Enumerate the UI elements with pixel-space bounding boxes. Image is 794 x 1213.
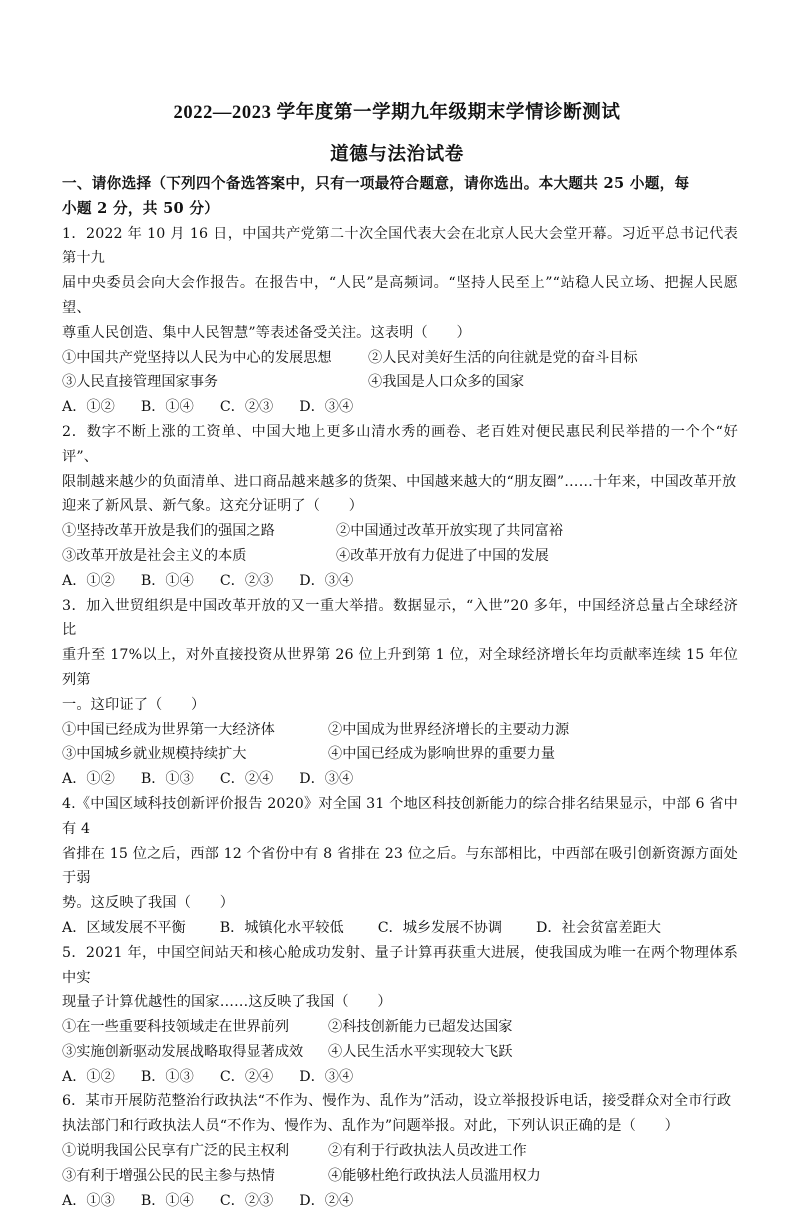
- stem-line: 重升至 17%以上，对外直接投资从世界第 26 位上升到第 1 位，对全球经济增长年均贡献率连续 15 年位列第: [62, 647, 738, 688]
- answer-choice[interactable]: B．①③: [140, 1068, 194, 1085]
- stem-line: 省排在 15 位之后，西部 12 个省份中有 8 省排在 23 位之后。与东部相比，中西部在吸引创新资源方面处于弱: [62, 845, 738, 887]
- option-statement: ④改革开放有力促进了中国的发展: [336, 547, 549, 564]
- option-statement: ②有利于行政执法人员改进工作: [328, 1143, 527, 1160]
- stem-line: 3．加入世贸组织是中国改革开放的又一重大举措。数据显示，“入世”20 多年，中国经济总量占全球经济比: [62, 597, 738, 639]
- answer-choice[interactable]: D．社会贫富差距大: [536, 919, 661, 936]
- option-statement: ①说明我国公民享有广泛的民主权利: [62, 1143, 290, 1160]
- answer-choice[interactable]: D．②④: [299, 1192, 354, 1209]
- question-stem: [62, 420, 738, 519]
- option-statement: ③实施创新驱动发展战略取得显著成效: [62, 1043, 304, 1060]
- option-statement: ①在一些重要科技领域走在世界前列: [62, 1019, 290, 1036]
- option-statement: ④能够杜绝行政执法人员滥用权力: [328, 1167, 541, 1184]
- stem-line: 届中央委员会向大会作报告。在报告中，“人民”是高频词。“坚持人民至上”“站稳人民立场、把握人民愿望、: [62, 275, 738, 316]
- answer-choices: [62, 916, 738, 941]
- option-statement: ①中国共产党坚持以人民为中心的发展思想: [62, 349, 332, 366]
- stem-line: 限制越来越少的负面清单、进口商品越来越多的货架、中国越来越大的“朋友圈”……十年来，中国改革开放: [62, 473, 737, 490]
- answer-choice[interactable]: C．②③: [219, 1192, 274, 1209]
- answer-choices: [62, 395, 738, 420]
- option-statement: ①坚持改革开放是我们的强国之路: [62, 523, 275, 540]
- option-statement: ④中国已经成为影响世界的重要力量: [328, 746, 556, 763]
- question-stem: [62, 941, 738, 1015]
- question-4: [62, 792, 738, 941]
- answer-choice[interactable]: A．①②: [62, 771, 115, 788]
- answer-choice[interactable]: C．②④: [219, 1068, 274, 1085]
- option-statement: ③人民直接管理国家事务: [62, 374, 219, 391]
- section-heading-line: 小题 2 分，共 50 分）: [62, 199, 220, 217]
- answer-choice[interactable]: C．②③: [219, 572, 274, 589]
- option-grid: [62, 1139, 738, 1189]
- exam-title: 2022—2023 学年度第一学期九年级期末学情诊断测试: [173, 103, 621, 123]
- answer-choice[interactable]: B．城镇化水平较低: [219, 919, 344, 936]
- exam-subtitle: 道德与法治试卷: [330, 144, 464, 165]
- answer-choices: [62, 767, 738, 792]
- answer-choice[interactable]: A．①③: [62, 1192, 115, 1209]
- option-statement: ④人民生活水平实现较大飞跃: [328, 1043, 513, 1060]
- option-grid: [62, 346, 738, 396]
- answer-choice[interactable]: B．①③: [140, 771, 194, 788]
- question-2: [62, 420, 738, 594]
- answer-choice[interactable]: C．城乡发展不协调: [377, 919, 503, 936]
- answer-choice[interactable]: A．①②: [62, 1068, 115, 1085]
- answer-choice[interactable]: C．②③: [219, 399, 274, 416]
- option-statement: ③中国城乡就业规模持续扩大: [62, 746, 247, 763]
- answer-choices: [62, 1189, 738, 1213]
- answer-choice[interactable]: D．③④: [299, 771, 354, 788]
- answer-choices: [62, 1065, 738, 1090]
- option-statement: ④我国是人口众多的国家: [368, 374, 525, 391]
- option-statement: ③有利于增强公民的民主参与热情: [62, 1167, 275, 1184]
- stem-line: 现量子计算优越性的国家……这反映了我国（ ）: [62, 994, 392, 1011]
- question-1: [62, 222, 738, 420]
- section-heading: [62, 172, 738, 222]
- answer-choice[interactable]: A．①②: [62, 572, 115, 589]
- stem-line: 2．数字不断上涨的工资单、中国大地上更多山清水秀的画卷、老百姓对便民惠民利民举措的一个个“好评”、: [62, 423, 738, 465]
- option-grid: [62, 519, 738, 569]
- stem-line: 执法部门和行政执法人员“不作为、慢作为、乱作为”问题举报。对此，下列认识正确的是（ ）: [62, 1118, 679, 1135]
- stem-line: 1．2022 年 10 月 16 日，中国共产党第二十次全国代表大会在北京人民大会堂开幕。习近平总书记代表第十九: [62, 225, 738, 267]
- stem-line: 迎来了新风景、新气象。这充分证明了（ ）: [62, 498, 364, 515]
- answer-choice[interactable]: B．①④: [140, 572, 194, 589]
- exam-content: [62, 172, 738, 1213]
- answer-choice[interactable]: D．③④: [299, 1068, 354, 1085]
- option-statement: ②中国成为世界经济增长的主要动力源: [328, 721, 570, 738]
- option-statement: ②中国通过改革开放实现了共同富裕: [336, 523, 564, 540]
- answer-choice[interactable]: A．区域发展不平衡: [62, 919, 186, 936]
- option-statement: ③改革开放是社会主义的本质: [62, 547, 247, 564]
- question-stem: [62, 1089, 738, 1139]
- stem-line: 一。这印证了（ ）: [62, 696, 206, 713]
- option-statement: ①中国已经成为世界第一大经济体: [62, 721, 275, 738]
- question-3: [62, 594, 738, 792]
- stem-line: 尊重人民创造、集中人民智慧”等表述备受关注。这表明（ ）: [62, 324, 471, 341]
- question-stem: [62, 594, 738, 718]
- answer-choice[interactable]: D．③④: [299, 399, 354, 416]
- option-statement: ②科技创新能力已超发达国家: [328, 1019, 513, 1036]
- stem-line: 5．2021 年，中国空间站天和核心舱成功发射、量子计算再获重大进展，使我国成为唯一在两个物理体系中实: [62, 944, 738, 986]
- stem-line: 势。这反映了我国（ ）: [62, 895, 235, 912]
- question-5: [62, 941, 738, 1090]
- option-statement: ②人民对美好生活的向往就是党的奋斗目标: [368, 349, 638, 366]
- answer-choice[interactable]: D．③④: [299, 572, 354, 589]
- section-heading-line: 一、请你选择（下列四个备选答案中，只有一项最符合题意，请你选出。本大题共 25 小题，每: [62, 175, 690, 192]
- stem-line: 6．某市开展防范整治行政执法“不作为、慢作为、乱作为”活动，设立举报投诉电话，接受群众对全市行政: [62, 1093, 732, 1110]
- question-6: [62, 1089, 738, 1213]
- answer-choice[interactable]: B．①④: [140, 1192, 194, 1209]
- answer-choice[interactable]: B．①④: [140, 399, 194, 416]
- answer-choice[interactable]: C．②④: [219, 771, 274, 788]
- option-grid: [62, 718, 738, 768]
- question-stem: [62, 222, 738, 346]
- option-grid: [62, 1015, 738, 1065]
- answer-choices: [62, 569, 738, 594]
- answer-choice[interactable]: A．①②: [62, 399, 115, 416]
- question-stem: [62, 792, 738, 916]
- stem-line: 4.《中国区域科技创新评价报告 2020》对全国 31 个地区科技创新能力的综合排名结果显示，中部 6 省中有 4: [62, 795, 738, 837]
